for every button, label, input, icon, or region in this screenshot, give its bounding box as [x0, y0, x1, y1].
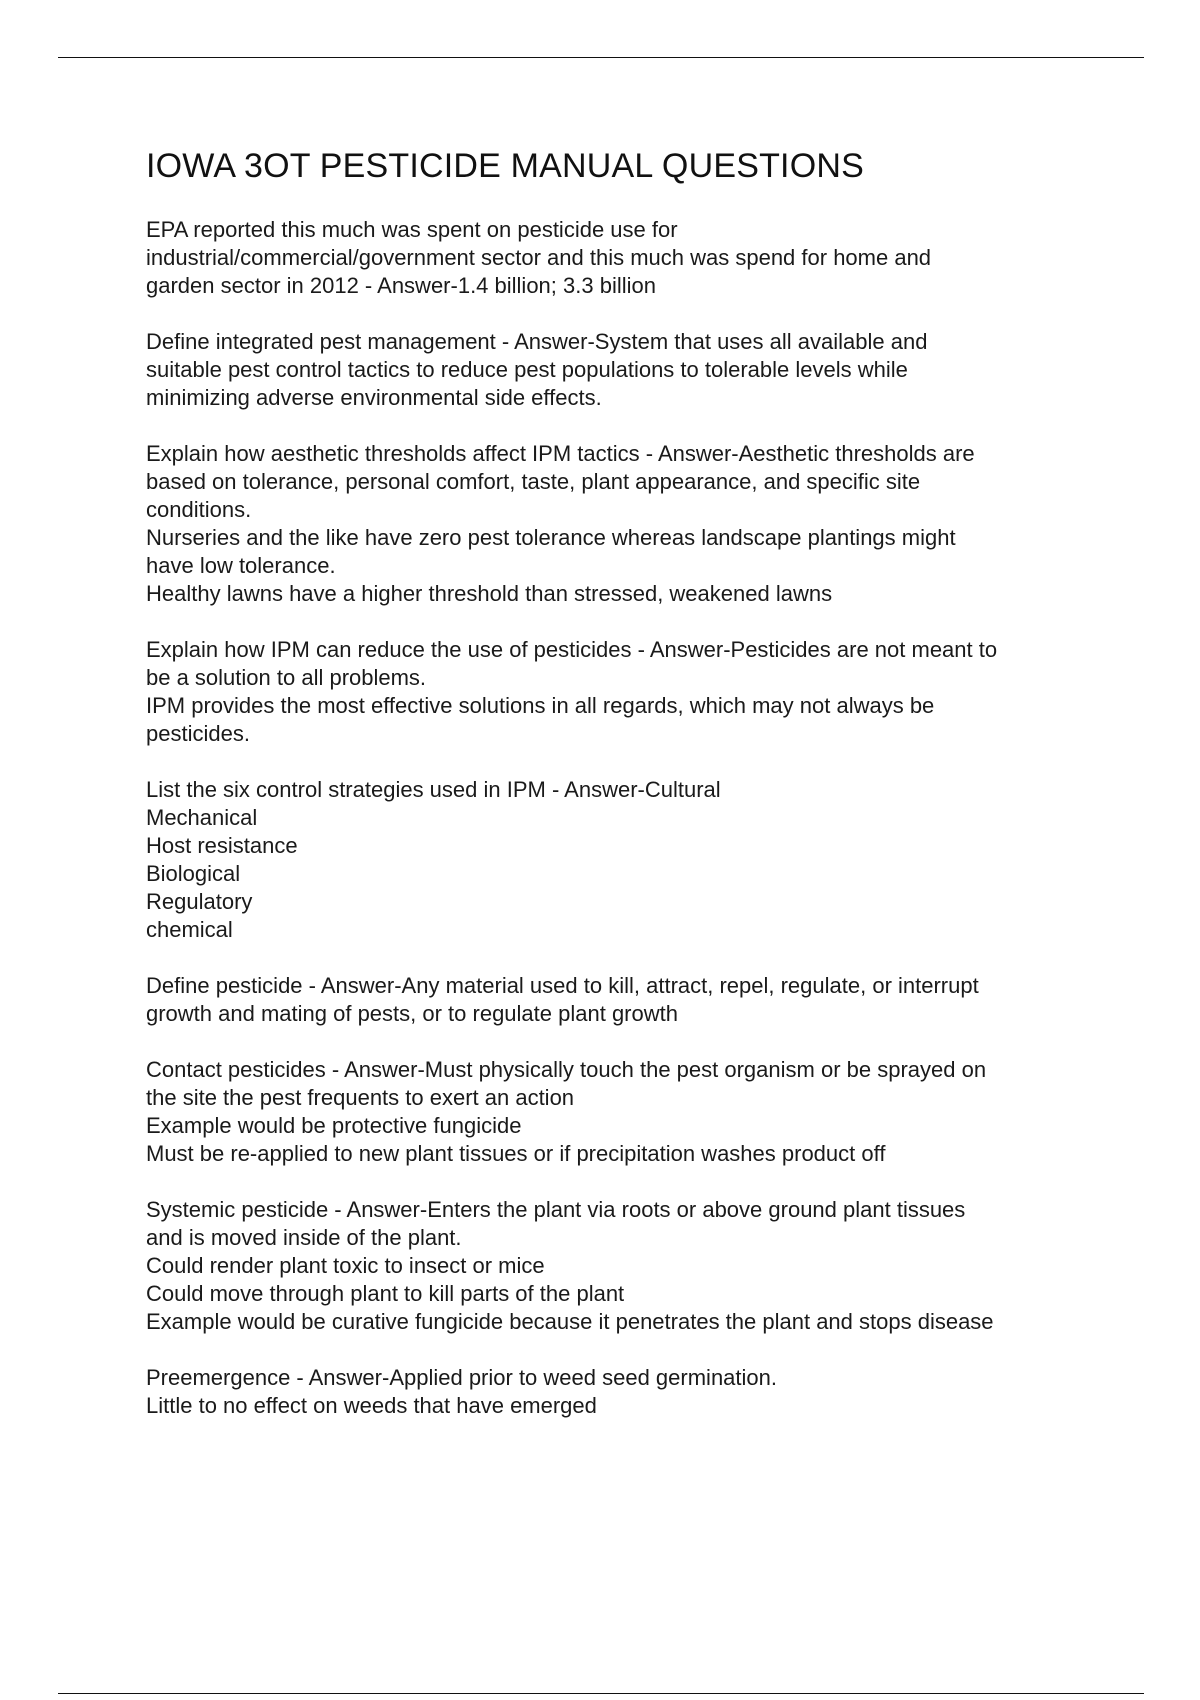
qa-entry: List the six control strategies used in IPM - Answer-Cultural Mechanical Host resistance Biological Regulatory chemical [146, 777, 721, 942]
qa-entry: Define integrated pest management - Answer-System that uses all available and suitable pest control tactics to reduce pest populations to tolerable levels while minimizing adverse environmental side effects. [146, 329, 928, 410]
header-rule [58, 57, 1144, 58]
document-body [146, 140, 1106, 1448]
qa-entry: Preemergence - Answer-Applied prior to weed seed germination. Little to no effect on weeds that have emerged [146, 1365, 777, 1418]
qa-entry: Systemic pesticide - Answer-Enters the plant via roots or above ground plant tissues and is moved inside of the plant. Could render plant toxic to insect or mice Could move through plant to kill parts of the plant Example would be curative fungicide because it penetrates the plant and stops disease [146, 1197, 994, 1334]
qa-entry: Explain how aesthetic thresholds affect IPM tactics - Answer-Aesthetic thresholds are based on tolerance, personal comfort, taste, plant appearance, and specific site conditions. Nurseries and the like have zero pest tolerance whereas landscape plantings might have low tolerance. Healthy lawns have a higher threshold than stressed, weakened lawns [146, 441, 975, 606]
qa-entry: Explain how IPM can reduce the use of pesticides - Answer-Pesticides are not meant to be a solution to all problems. IPM provides the most effective solutions in all regards, which may not always be pesticides. [146, 637, 998, 746]
qa-entry: EPA reported this much was spent on pesticide use for industrial/commercial/government sector and this much was spend for home and garden sector in 2012 - Answer-1.4 billion; 3.3 billion [146, 217, 932, 298]
footer-rule [58, 1693, 1144, 1694]
document-title: IOWA 3OT PESTICIDE MANUAL QUESTIONS [146, 147, 864, 185]
qa-entry: Define pesticide - Answer-Any material used to kill, attract, repel, regulate, or interrupt growth and mating of pests, or to regulate plant growth [146, 973, 979, 1026]
qa-entry: Contact pesticides - Answer-Must physically touch the pest organism or be sprayed on the site the pest frequents to exert an action Example would be protective fungicide Must be re-applied to new plant tissues or if precipitation washes product off [146, 1057, 987, 1166]
